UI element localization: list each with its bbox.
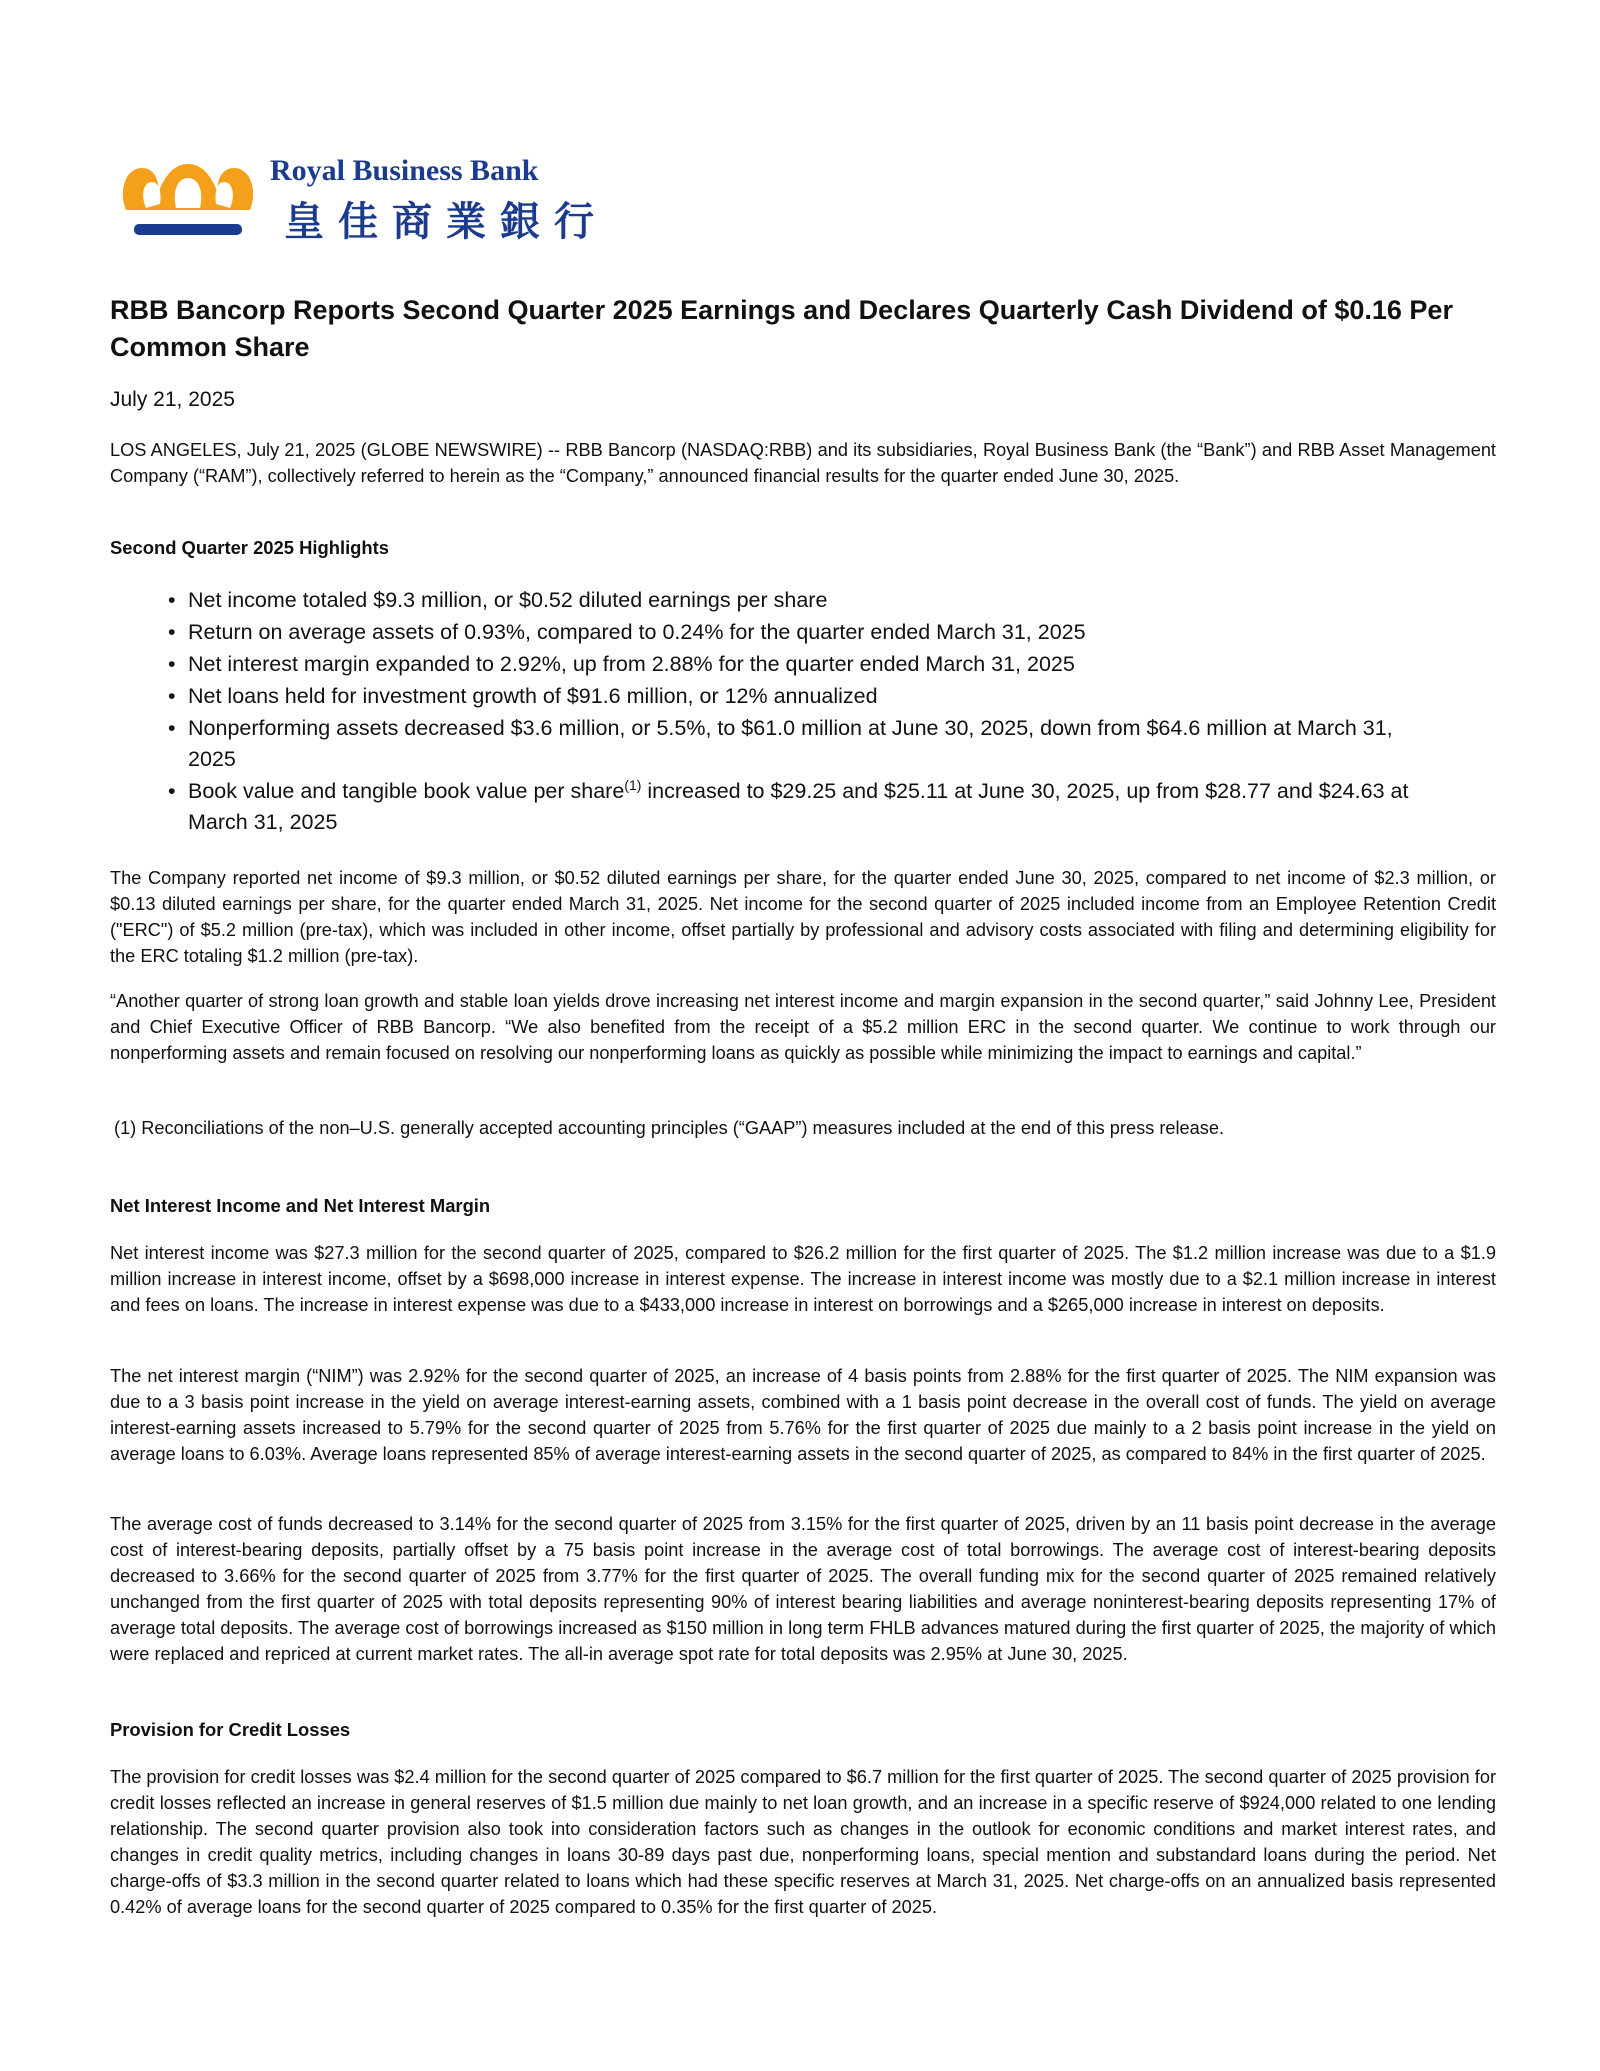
release-date: July 21, 2025 — [110, 388, 235, 411]
bullet-icon: • — [168, 779, 176, 803]
bullet-icon: • — [168, 716, 176, 740]
highlights-heading: Second Quarter 2025 Highlights — [110, 537, 389, 558]
bank-logo — [118, 150, 618, 245]
bullet-icon: • — [168, 684, 176, 708]
nii-paragraph-1: Net interest income was $27.3 million for the second quarter of 2025, compared to $26.2 million for the first quarter of 2025. The $1.2 million increase was due to a $1.9 million increase in interest income, offset by a $698,000 increase in interest expense. The increase in interest income was mostly due to a $2.1 million increase in interest and fees on loans. The increase in interest expense was due to a $433,000 increase in interest on borrowings and a $265,000 increase in interest on deposits. — [110, 1243, 1496, 1315]
highlight-item: • Net loans held for investment growth of $91.6 million, or 12% annualized — [110, 681, 1496, 712]
highlight-item: • Net income totaled $9.3 million, or $0.52 diluted earnings per share — [110, 585, 1496, 616]
pcl-heading: Provision for Credit Losses — [110, 1719, 351, 1740]
bullet-icon: • — [168, 620, 176, 644]
nii-paragraph-2: The net interest margin (“NIM”) was 2.92% for the second quarter of 2025, an increase of 4 basis points from 2.88% for the first quarter of 2025. The NIM expansion was due to a 3 basis point increase in the yield on average interest-earning assets, combined with a 1 basis point decrease in the overall cost of funds. The yield on average interest-earning assets increased to 5.79% for the second quarter of 2025 from 5.76% for the first quarter of 2025 due mainly to a 2 basis point increase in the yield on average loans to 6.03%. Average loans represented 85% of average interest-earning assets in the second quarter of 2025, as compared to 84% in the first quarter of 2025. — [110, 1366, 1496, 1464]
highlight-item: • Return on average assets of 0.93%, compared to 0.24% for the quarter ended March 31, 2025 — [110, 617, 1496, 648]
crown-icon — [118, 154, 258, 238]
bullet-icon: • — [168, 652, 176, 676]
highlight-item: • Net interest margin expanded to 2.92%, up from 2.88% for the quarter ended March 31, 2025 — [110, 649, 1496, 680]
highlights-list — [110, 585, 1496, 839]
ceo-quote-paragraph: “Another quarter of strong loan growth and stable loan yields drove increasing net interest income and margin expansion in the second quarter,” said Johnny Lee, President and Chief Executive Officer of RBB Bancorp. “We also benefited from the receipt of a $5.2 million ERC in the second quarter. We continue to work through our nonperforming assets and remain focused on resolving our nonperforming loans as quickly as possible while minimizing the impact to earnings and capital.” — [110, 991, 1496, 1063]
press-release-title: RBB Bancorp Reports Second Quarter 2025 Earnings and Declares Quarterly Cash Dividend of $0.16 Per Common Share — [110, 295, 1453, 362]
logo-name-zh: 皇佳商業銀行 — [284, 198, 608, 245]
bullet-icon: • — [168, 588, 176, 612]
nii-heading: Net Interest Income and Net Interest Margin — [110, 1195, 491, 1216]
pcl-paragraph-1: The provision for credit losses was $2.4 million for the second quarter of 2025 compared to $6.7 million for the first quarter of 2025. The second quarter of 2025 provision for credit losses reflected an increase in general reserves of $1.5 million due mainly to net loan growth, and an increase in a specific reserve of $924,000 related to one lending relationship. The second quarter provision also took into consideration factors such as changes in the outlook for economic conditions and market interest rates, and changes in credit quality metrics, including changes in loans 30-89 days past due, nonperforming loans, special mention and substandard loans during the period. Net charge-offs of $3.3 million in the second quarter related to loans which had these specific reserves at March 31, 2025. Net charge-offs on an annualized basis represented 0.42% of average loans for the second quarter of 2025 compared to 0.35% for the first quarter of 2025. — [110, 1767, 1496, 1917]
highlight-item: • Book value and tangible book value per share$^{(1)}$ increased to $29.25 and $25.11 at June 30, 2025, up from $28.77 and $24.63 at March 31, 2025 — [168, 776, 1409, 834]
logo-name-en: Royal Business Bank — [270, 154, 539, 187]
summary-paragraph: The Company reported net income of $9.3 million, or $0.52 diluted earnings per share, for the quarter ended June 30, 2025, compared to net income of $2.3 million, or $0.13 diluted earnings per share, for the quarter ended March 31, 2025. Net income for the second quarter of 2025 included income from an Employee Retention Credit ("ERC") of $5.2 million (pre-tax), which was included in other income, offset partially by professional and advisory costs associated with filing and determining eligibility for the ERC totaling $1.2 million (pre-tax). — [110, 868, 1496, 966]
nii-paragraph-3: The average cost of funds decreased to 3.14% for the second quarter of 2025 from 3.15% for the first quarter of 2025, driven by an 11 basis point decrease in the average cost of interest-bearing deposits, partially offset by a 75 basis point increase in the average cost of total borrowings. The average cost of interest-bearing deposits decreased to 3.66% for the second quarter of 2025 from 3.77% for the first quarter of 2025. The overall funding mix for the second quarter of 2025 remained relatively unchanged from the first quarter of 2025 with total deposits representing 90% of interest bearing liabilities and average noninterest-bearing deposits representing 17% of average total deposits. The average cost of borrowings increased as $150 million in long term FHLB advances matured during the first quarter of 2025, the majority of which were replaced and repriced at current market rates. The all-in average spot rate for total deposits was 2.95% at June 30, 2025. — [110, 1514, 1496, 1664]
highlight-item: • Nonperforming assets decreased $3.6 million, or 5.5%, to $61.0 million at June 30, 2025, down from $64.6 million at March 31, 2025 — [110, 713, 1496, 775]
intro-paragraph: LOS ANGELES, July 21, 2025 (GLOBE NEWSWIRE) -- RBB Bancorp (NASDAQ:RBB) and its subsidiaries, Royal Business Bank (the “Bank”) and RBB Asset Management Company (“RAM”), collectively referred to herein as the “Company,” announced financial results for the quarter ended June 30, 2025. — [110, 440, 1496, 486]
footnote-ref: (1) — [624, 776, 642, 793]
footnote: (1) Reconciliations of the non–U.S. generally accepted accounting principles (“GAAP”) measures included at the end of this press release. — [114, 1118, 1225, 1138]
